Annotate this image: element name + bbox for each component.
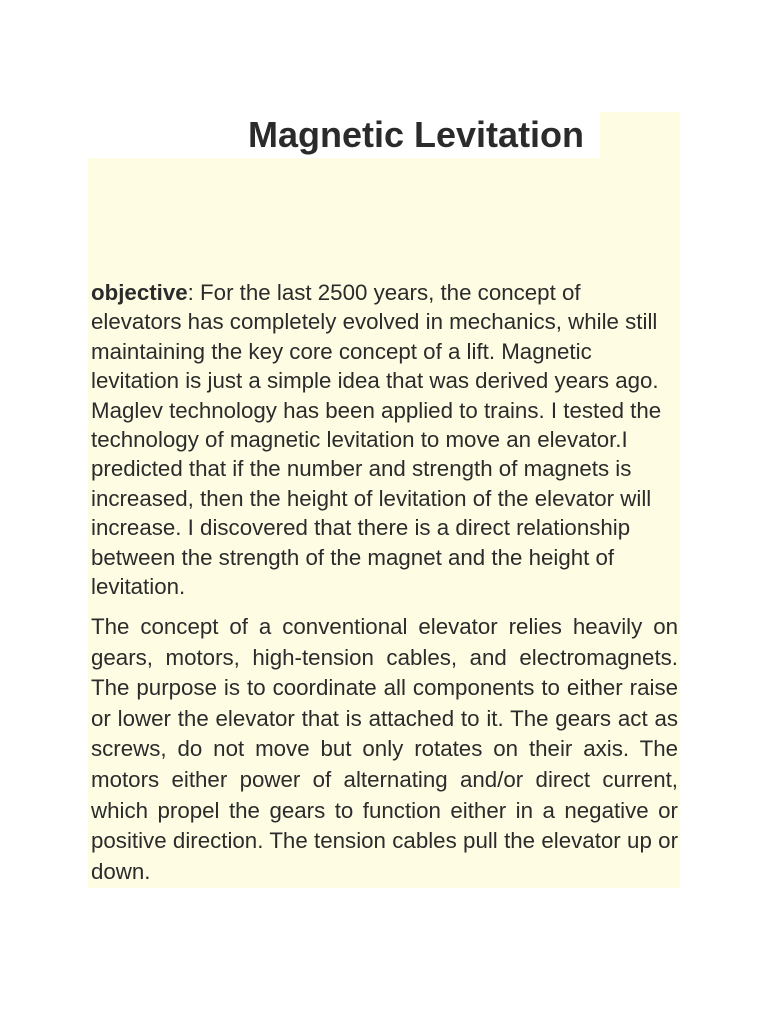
objective-paragraph bbox=[91, 278, 677, 601]
page-title: Magnetic Levitation bbox=[248, 114, 585, 155]
objective-label: objective bbox=[91, 280, 188, 305]
objective-text: : For the last 2500 years, the concept of elevators has completely evolved in mechanics, while still maintaining the key core concept of a lift. Magnetic levitation is just a simple idea that was derived years ago. Maglev technology has been applied to trains. I tested the technology of magnetic levitation to move an elevator.I predicted that if the number and strength of magnets is increased, then the height of levitation of the elevator will increase. I discovered that there is a direct relationship between the strength of the magnet and the height of levitation. bbox=[91, 280, 662, 600]
body-paragraph: The concept of a conventional elevator relies heavily on gears, motors, high-tension cables, and electromagnets. The purpose is to coordinate all components to either raise or lower the elevator that is attached to it. The gears act as screws, do not move but only rotates on their axis. The motors either power of alternating and/or direct current, which propel the gears to function either in a negative or positive direction. The tension cables pull the elevator up or down. bbox=[91, 614, 678, 884]
